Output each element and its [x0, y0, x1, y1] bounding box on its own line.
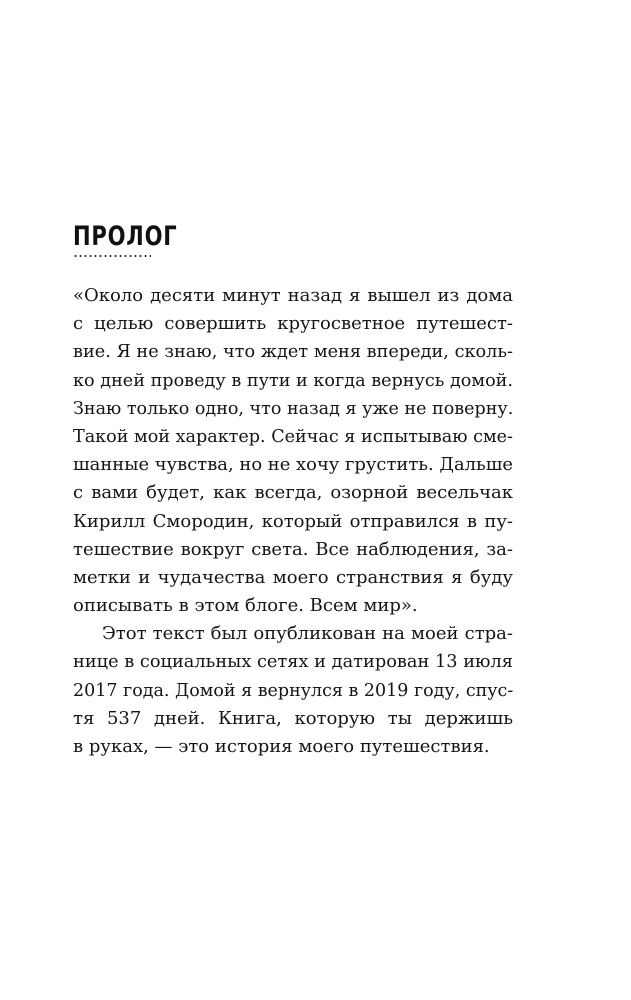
paragraph-2	[73, 620, 513, 761]
text-line: Такой мой характер. Сейчас я испытываю сме-	[73, 425, 513, 447]
text-line: в руках, — это история моего путешествия.	[73, 736, 490, 757]
text-line: Кирилл Смородин, который отправился в пу-	[73, 510, 513, 532]
text-line: шанные чувства, но не хочу грустить. Дальше	[73, 454, 514, 476]
text-line: Этот текст был опубликован на моей стра-	[102, 623, 513, 645]
text-line: «Около десяти минут назад я вышел из дома	[73, 285, 513, 306]
text-line: с целью совершить кругосветное путешест-	[73, 313, 513, 335]
text-line: Знаю только одно, что назад я уже не поверну.	[73, 397, 514, 419]
body-text	[73, 282, 513, 761]
paragraph-1	[73, 282, 513, 620]
text-line: 2017 года. Домой я вернулся в 2019 году, спус-	[73, 679, 514, 701]
text-line: метки и чудачества моего странствия я буду	[73, 566, 513, 588]
text-line: тешествие вокруг света. Все наблюдения, за-	[73, 538, 513, 560]
text-line: описывать в этом блоге. Всем мир».	[73, 595, 418, 617]
heading-dotted-underline	[73, 255, 151, 257]
text-line: нице в социальных сетях и датирован 13 июля	[73, 651, 513, 673]
text-line: вие. Я не знаю, что ждет меня впереди, сколь-	[73, 341, 513, 363]
text-line: тя 537 дней. Книга, которую ты держишь	[73, 707, 513, 729]
text-line: с вами будет, как всегда, озорной весельчак	[73, 482, 513, 504]
chapter-heading: ПРОЛОГ	[73, 221, 178, 252]
text-line: ко дней проведу в пути и когда вернусь домой.	[73, 369, 513, 391]
